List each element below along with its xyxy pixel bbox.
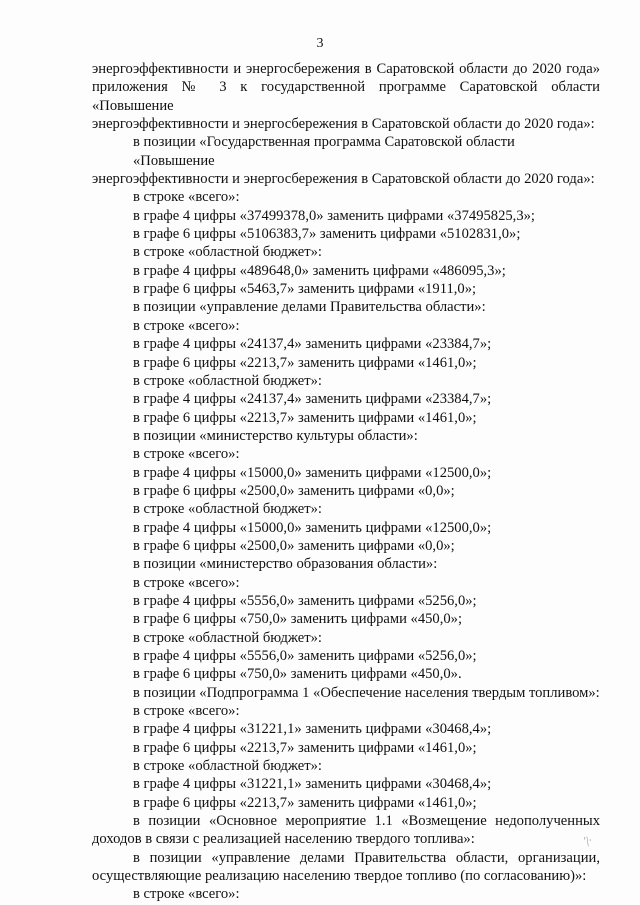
text-line: энергоэффективности и энергосбережения в Саратовской области до 2020 года»: — [92, 171, 595, 188]
text-line: в позиции «Государственная программа Саратовской области «Повышение — [133, 134, 515, 169]
amendment-line: в позиции «Подпрограмма 1 «Обеспечение населения твердым топливом»: — [133, 684, 600, 701]
text-line: в позиции «Основное мероприятие 1.1 «Возмещение недополученных — [133, 813, 600, 830]
amendment-line: в графе 6 цифры «750,0» заменить цифрами «450,0». — [133, 666, 462, 683]
amendment-line: в позиции «управление делами Правительства области»: — [133, 299, 486, 316]
text-line: энергоэффективности и энергосбережения в Саратовской области до 2020 года» — [92, 61, 600, 77]
amendment-line: в графе 4 цифры «15000,0» заменить цифрами «12500,0»; — [133, 519, 492, 536]
amendment-line: в графе 6 цифры «5463,7» заменить цифрами «1911,0»; — [133, 281, 477, 298]
amendment-line: в строке «всего»: — [133, 189, 240, 206]
amendment-line: в позиции «министерство культуры области»: — [133, 427, 418, 444]
amendment-line: в позиции «министерство образования области»: — [133, 556, 438, 573]
amendment-line: в графе 6 цифры «750,0» заменить цифрами «450,0»; — [133, 611, 463, 628]
amendment-line: в графе 6 цифры «2213,7» заменить цифрами «1461,0»; — [133, 354, 477, 371]
amendment-line: в строке «всего»: — [133, 446, 240, 463]
amendment-line: в строке «областной бюджет»: — [133, 244, 322, 261]
amendment-list — [92, 188, 600, 812]
text-line: доходов в связи с реализацией населению твердого топлива»: — [92, 831, 475, 848]
amendment-line: в графе 4 цифры «24137,4» заменить цифрами «23384,7»; — [133, 336, 492, 353]
amendment-line: в графе 4 цифры «15000,0» заменить цифрами «12500,0»; — [133, 464, 492, 481]
amendment-line: в графе 6 цифры «5106383,7» заменить цифрами «5102831,0»; — [133, 226, 521, 243]
amendment-line: в строке «всего»: — [133, 703, 240, 720]
amendment-line: в графе 4 цифры «5556,0» заменить цифрами «5256,0»; — [133, 592, 477, 609]
text-line: осуществляющие реализацию населению твердое топливо (по согласованию)»: — [92, 868, 587, 885]
amendment-line: в графе 4 цифры «37499378,0» заменить цифрами «37495825,3»; — [133, 207, 535, 224]
amendment-line: в графе 6 цифры «2500,0» заменить цифрами «0,0»; — [133, 537, 455, 554]
amendment-line: в строке «областной бюджет»: — [133, 501, 322, 518]
amendment-line: в строке «всего»: — [133, 574, 240, 591]
faint-mark: ʹ|· — [582, 834, 593, 848]
amendment-line: в графе 4 цифры «31221,1» заменить цифрами «30468,4»; — [133, 721, 492, 738]
amendment-line: в графе 6 цифры «2213,7» заменить цифрами «1461,0»; — [133, 739, 477, 756]
amendment-line: в строке «областной бюджет»: — [133, 629, 322, 646]
amendment-line: в графе 6 цифры «2213,7» заменить цифрами «1461,0»; — [133, 409, 477, 426]
text-line: приложения № 3 к государственной программе Саратовской области «Повышение — [92, 79, 600, 114]
text-line: энергоэффективности и энергосбережения в Саратовской области до 2020 года»: — [92, 116, 595, 133]
amendment-line: в графе 4 цифры «489648,0» заменить цифрами «486095,3»; — [133, 262, 506, 279]
text-line: в строке «всего»: — [133, 886, 240, 903]
document-body — [92, 60, 600, 904]
amendment-line: в графе 4 цифры «31221,1» заменить цифрами «30468,4»; — [133, 776, 492, 793]
amendment-line: в графе 6 цифры «2500,0» заменить цифрами «0,0»; — [133, 482, 455, 499]
amendment-line: в графе 4 цифры «24137,4» заменить цифрами «23384,7»; — [133, 391, 492, 408]
amendment-line: в строке «всего»: — [133, 317, 240, 334]
text-line: в позиции «управление делами Правительства области, организации, — [133, 849, 600, 866]
amendment-line: в строке «областной бюджет»: — [133, 372, 322, 389]
amendment-line: в графе 4 цифры «5556,0» заменить цифрами «5256,0»; — [133, 648, 477, 664]
page-number: 3 — [316, 36, 324, 51]
amendment-line: в графе 6 цифры «2213,7» заменить цифрами «1461,0»; — [133, 794, 477, 811]
amendment-line: в строке «областной бюджет»: — [133, 758, 322, 775]
